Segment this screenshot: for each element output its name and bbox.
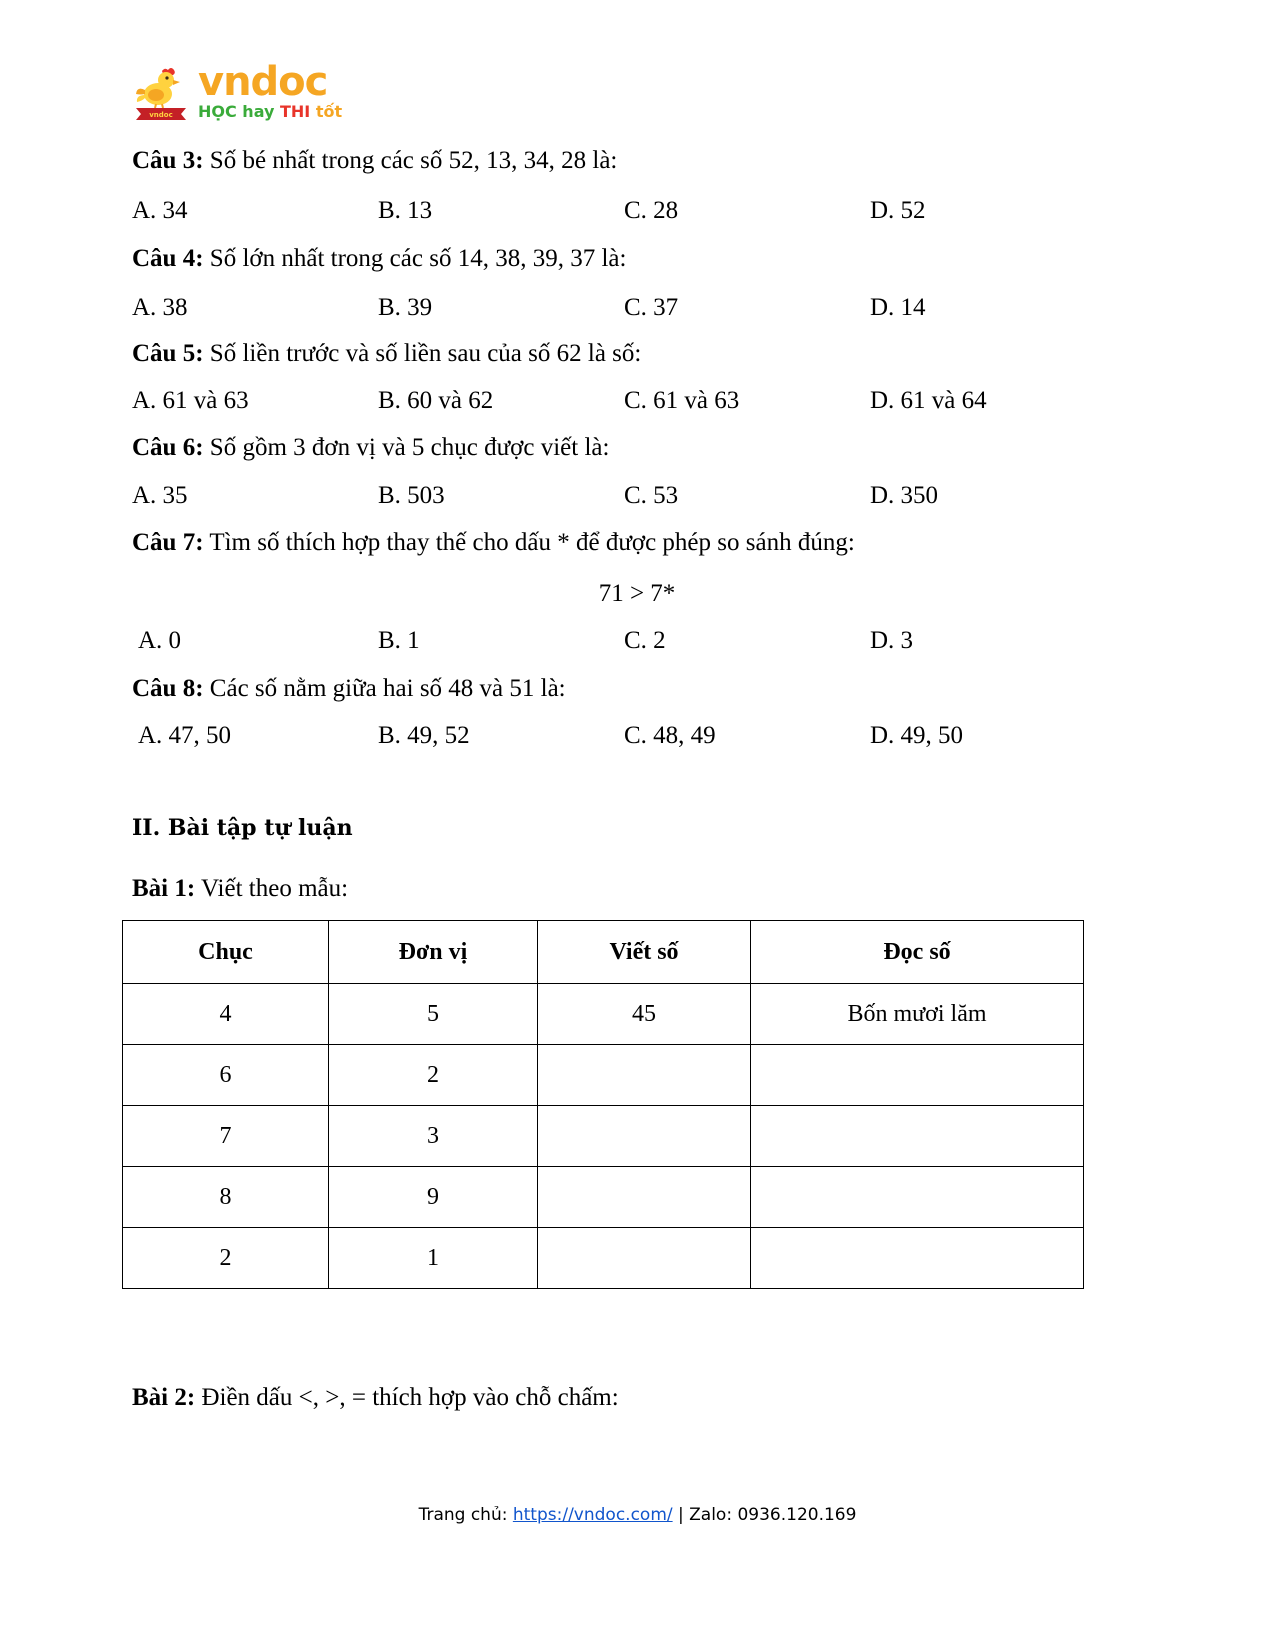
- rooster-logo-icon: [132, 64, 190, 122]
- question-cau-7: [132, 530, 855, 555]
- option-d-cau-5[interactable]: D. 61 và 64: [870, 387, 987, 414]
- cell-chuc: 4: [123, 984, 329, 1045]
- table-header-chuc: Chục: [123, 921, 329, 984]
- cell-viet-so[interactable]: [538, 1106, 751, 1167]
- page-footer: [0, 1505, 1275, 1525]
- table-row: [123, 1045, 1084, 1106]
- exercise-text-bai-2: Điền dấu <, >, = thích hợp vào chỗ chấm:: [195, 1384, 619, 1411]
- vndoc-logo[interactable]: [132, 59, 452, 124]
- option-d-cau-3[interactable]: D. 52: [870, 197, 926, 224]
- logo-tagline: [198, 103, 342, 121]
- cell-chuc: 7: [123, 1106, 329, 1167]
- question-cau-6: [132, 435, 609, 460]
- option-c-cau-3[interactable]: C. 28: [624, 197, 679, 224]
- cell-chuc: 2: [123, 1228, 329, 1289]
- cell-viet-so[interactable]: [538, 1228, 751, 1289]
- option-b-cau-8[interactable]: B. 49, 52: [378, 722, 470, 749]
- cell-doc-so[interactable]: [751, 1167, 1084, 1228]
- question-label-cau-3: Câu 3:: [132, 147, 204, 174]
- question-cau-4: [132, 246, 626, 271]
- question-label-cau-5: Câu 5:: [132, 340, 204, 367]
- cell-doc-so[interactable]: [751, 1106, 1084, 1167]
- exercise-label-bai-2: Bài 2:: [132, 1384, 196, 1411]
- option-b-cau-5[interactable]: B. 60 và 62: [378, 387, 494, 414]
- exercise-bai-1: [132, 876, 348, 901]
- option-c-cau-4[interactable]: C. 37: [624, 294, 679, 321]
- option-a-cau-3[interactable]: A. 34: [132, 197, 188, 224]
- tagline-hoc-hay: HỌC hay: [198, 102, 280, 122]
- footer-suffix: | Zalo: 0936.120.169: [672, 1505, 857, 1525]
- cell-chuc: 8: [123, 1167, 329, 1228]
- question-cau-5: [132, 341, 641, 366]
- table-header-row: [123, 921, 1084, 984]
- question-text-cau-6: Số gồm 3 đơn vị và 5 chục được viết là:: [203, 434, 610, 461]
- option-b-cau-4[interactable]: B. 39: [378, 294, 433, 321]
- option-d-cau-6[interactable]: D. 350: [870, 482, 939, 509]
- option-b-cau-6[interactable]: B. 503: [378, 482, 445, 509]
- cell-don-vi: 3: [329, 1106, 538, 1167]
- option-b-cau-3[interactable]: B. 13: [378, 197, 433, 224]
- question-label-cau-6: Câu 6:: [132, 434, 204, 461]
- option-a-cau-5[interactable]: A. 61 và 63: [132, 387, 249, 414]
- viet-theo-mau-table: [122, 920, 1084, 1289]
- cell-chuc: 6: [123, 1045, 329, 1106]
- expression-cau-7: 71 > 7*: [598, 580, 676, 607]
- option-a-cau-8[interactable]: A. 47, 50: [138, 722, 232, 749]
- question-label-cau-8: Câu 8:: [132, 675, 204, 702]
- option-c-cau-8[interactable]: C. 48, 49: [624, 722, 716, 749]
- question-cau-8: [132, 676, 566, 701]
- question-text-cau-8: Các số nằm giữa hai số 48 và 51 là:: [203, 675, 566, 702]
- cell-don-vi: 2: [329, 1045, 538, 1106]
- question-text-cau-7: Tìm số thích hợp thay thế cho dấu * để được phép so sánh đúng:: [203, 529, 855, 556]
- question-text-cau-5: Số liền trước và số liền sau của số 62 là số:: [203, 340, 642, 367]
- footer-homepage-link[interactable]: https://vndoc.com/: [512, 1505, 673, 1525]
- section-heading-ii: II. Bài tập tự luận: [132, 815, 353, 841]
- logo-wordmark: vndoc: [198, 59, 328, 106]
- option-a-cau-6[interactable]: A. 35: [132, 482, 188, 509]
- question-text-cau-4: Số lớn nhất trong các số 14, 38, 39, 37 là:: [203, 245, 627, 272]
- svg-text:vndoc: vndoc: [149, 111, 173, 119]
- exercise-label-bai-1: Bài 1:: [132, 875, 196, 902]
- cell-don-vi: 9: [329, 1167, 538, 1228]
- question-text-cau-3: Số bé nhất trong các số 52, 13, 34, 28 là:: [203, 147, 618, 174]
- option-d-cau-8[interactable]: D. 49, 50: [870, 722, 964, 749]
- cell-doc-so[interactable]: Bốn mươi lăm: [751, 984, 1084, 1045]
- cell-don-vi: 1: [329, 1228, 538, 1289]
- table-row: [123, 1228, 1084, 1289]
- cell-viet-so[interactable]: [538, 1167, 751, 1228]
- cell-don-vi: 5: [329, 984, 538, 1045]
- cell-viet-so[interactable]: 45: [538, 984, 751, 1045]
- question-label-cau-4: Câu 4:: [132, 245, 204, 272]
- question-cau-3: [132, 148, 617, 173]
- table-row: [123, 984, 1084, 1045]
- table-row: [123, 1167, 1084, 1228]
- table-header-don-vi: Đơn vị: [329, 921, 538, 984]
- exercise-bai-2: [132, 1385, 619, 1410]
- footer-prefix: Trang chủ:: [418, 1505, 513, 1525]
- cell-doc-so[interactable]: [751, 1045, 1084, 1106]
- option-d-cau-7[interactable]: D. 3: [870, 627, 914, 654]
- option-a-cau-4[interactable]: A. 38: [132, 294, 188, 321]
- option-c-cau-7[interactable]: C. 2: [624, 627, 666, 654]
- option-b-cau-7[interactable]: B. 1: [378, 627, 420, 654]
- tagline-thi: THI: [280, 102, 316, 122]
- table-header-viet-so: Viết số: [538, 921, 751, 984]
- table-header-doc-so: Đọc số: [751, 921, 1084, 984]
- exercise-text-bai-1: Viết theo mẫu:: [195, 875, 349, 902]
- cell-doc-so[interactable]: [751, 1228, 1084, 1289]
- option-c-cau-6[interactable]: C. 53: [624, 482, 679, 509]
- table-row: [123, 1106, 1084, 1167]
- tagline-tot: tốt: [315, 102, 343, 122]
- question-label-cau-7: Câu 7:: [132, 529, 204, 556]
- option-c-cau-5[interactable]: C. 61 và 63: [624, 387, 740, 414]
- option-a-cau-7[interactable]: A. 0: [138, 627, 182, 654]
- option-d-cau-4[interactable]: D. 14: [870, 294, 926, 321]
- cell-viet-so[interactable]: [538, 1045, 751, 1106]
